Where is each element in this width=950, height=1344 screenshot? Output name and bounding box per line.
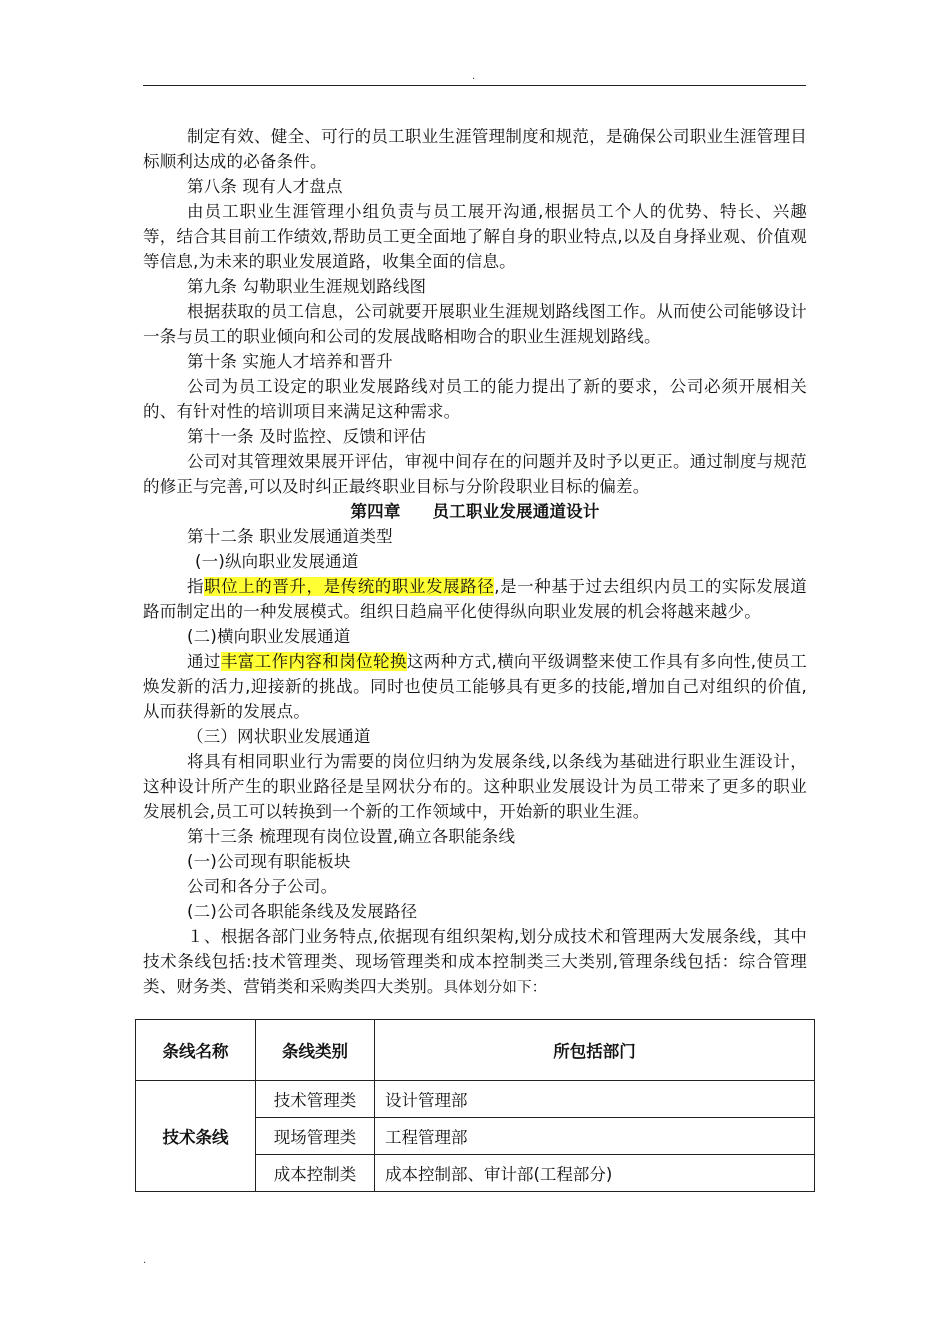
header-mark: . (472, 71, 476, 82)
section-1-post: ,是一种基于过去组织内员工的实际发展道路而制定出的一种发展模式。组织日趋扁平化使得纵向职业发展的机会将越来越少。 (143, 577, 807, 621)
table-row (136, 1081, 815, 1118)
table-header-departments: 所包括部门 (375, 1020, 815, 1081)
article-10-title: 第十条 实施人才培养和晋升 (187, 352, 393, 371)
section-1-text (143, 574, 807, 624)
article-13-title: 第十三条 梳理现有岗位设置,确立各职能条线 (187, 827, 516, 846)
article-13-subsection-2: (二)公司各职能条线及发展路径 (187, 902, 418, 921)
section-1-highlight: 职位上的晋升，是传统的职业发展路径 (204, 577, 495, 596)
section-2-text (143, 649, 807, 724)
document-body (143, 124, 807, 1001)
table-cell-category: 现场管理类 (256, 1118, 375, 1155)
table-cell-departments: 工程管理部 (375, 1118, 815, 1155)
chapter-4-number: 第四章 (350, 502, 401, 521)
intro-paragraph: 制定有效、健全、可行的员工职业生涯管理制度和规范，是确保公司职业生涯管理目标顺利达成的必备条件。 (143, 127, 807, 171)
article-9-text: 根据获取的员工信息，公司就要开展职业生涯规划路线图工作。从而使公司能够设计一条与员工的职业倾向和公司的发展战略相吻合的职业生涯规划路线。 (143, 302, 807, 346)
chapter-4-title: 员工职业发展通道设计 (432, 502, 600, 521)
section-2-post: 这两种方式,横向平级调整来使工作具有多向性,使员工焕发新的活力,迎接新的挑战。同时也使员工能够具有更多的技能,增加自己对组织的价值,从而获得新的发展点。 (143, 652, 807, 721)
header-rule (143, 85, 806, 86)
section-2-highlight: 丰富工作内容和岗位轮换 (220, 652, 407, 671)
article-13-subsection-1-text: 公司和各分子公司。 (187, 877, 338, 896)
section-2-title: (二)横向职业发展通道 (187, 627, 351, 646)
section-2-pre: 通过 (187, 652, 221, 671)
article-11-text: 公司对其管理效果展开评估，审视中间存在的问题并及时予以更正。通过制度与规范的修正与完善,可以及时纠正最终职业目标与分阶段职业目标的偏差。 (143, 452, 807, 496)
table-cell-departments: 成本控制部、审计部(工程部分) (375, 1155, 815, 1192)
article-12-title: 第十二条 职业发展通道类型 (187, 527, 393, 546)
article-13-item-1 (143, 924, 807, 1001)
table-cell-departments: 设计管理部 (375, 1081, 815, 1118)
article-11-title: 第十一条 及时监控、反馈和评估 (187, 427, 427, 446)
article-13-item-1-text: １、根据各部门业务特点,依据现有组织架构,划分成技术和管理两大发展条线，其中技术条线包括:技术管理类、现场管理类和成本控制类三大类别,管理条线包括：综合管理类、财务类、营销类和采购类四大类别。 (143, 927, 807, 996)
section-1-title: (一)纵向职业发展通道 (195, 552, 359, 571)
table-header-line-name: 条线名称 (136, 1020, 256, 1081)
footer-mark: . (143, 1255, 147, 1266)
table-header-line-category: 条线类别 (256, 1020, 375, 1081)
article-10-text: 公司为员工设定的职业发展路线对员工的能力提出了新的要求，公司必须开展相关的、有针对性的培训项目来满足这种需求。 (143, 377, 807, 421)
section-1-pre: 指 (187, 577, 205, 596)
article-13-subsection-1: (一)公司现有职能板块 (187, 852, 351, 871)
function-lines-table (135, 1019, 815, 1192)
article-9-title: 第九条 勾勒职业生涯规划路线图 (187, 277, 427, 296)
article-13-item-1-tail: 具体划分如下： (443, 980, 547, 996)
article-8-text: 由员工职业生涯管理小组负责与员工展开沟通,根据员工个人的优势、特长、兴趣等，结合其目前工作绩效,帮助员工更全面地了解自身的职业特点,以及自身择业观、价值观等信息,为未来的职业发展道路，收集全面的信息。 (143, 202, 807, 271)
section-3-text: 将具有相同职业行为需要的岗位归纳为发展条线,以条线为基础进行职业生涯设计，这种设计所产生的职业路径是呈网状分布的。这种职业发展设计为员工带来了更多的职业发展机会,员工可以转换到一个新的工作领域中，开始新的职业生涯。 (143, 752, 807, 821)
table-header-row (136, 1020, 815, 1081)
table-cell-category: 技术管理类 (256, 1081, 375, 1118)
article-8-title: 第八条 现有人才盘点 (187, 177, 343, 196)
chapter-4-heading (143, 499, 807, 524)
section-3-title: （三）网状职业发展通道 (187, 727, 371, 746)
table-cell-category: 成本控制类 (256, 1155, 375, 1192)
table-group-name: 技术条线 (136, 1081, 256, 1192)
